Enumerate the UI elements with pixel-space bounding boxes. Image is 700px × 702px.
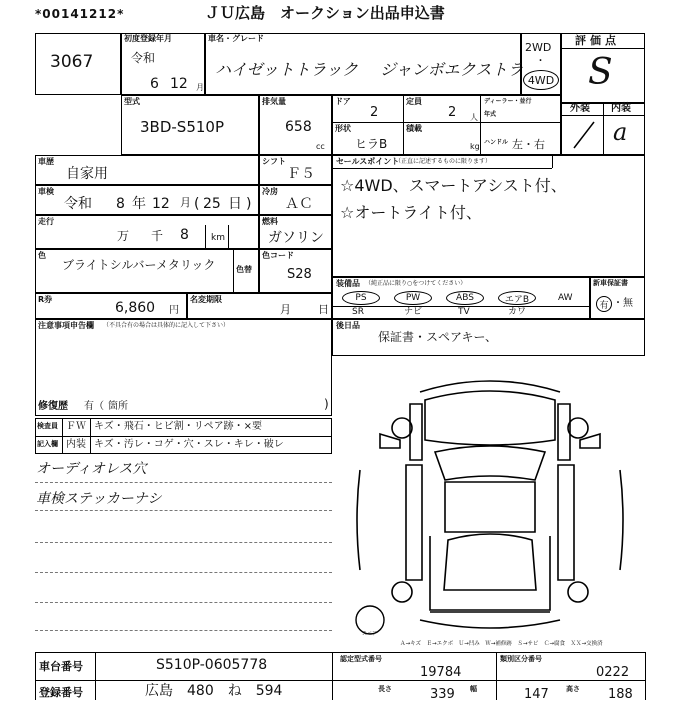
ext-int-divider xyxy=(603,103,604,155)
equipment-abs[interactable] xyxy=(446,291,484,305)
mileage-km-divider-2 xyxy=(228,225,229,249)
repair-unit: 箇所 xyxy=(108,401,128,412)
doors-divider-1 xyxy=(403,95,404,155)
equipment-sr: SR xyxy=(352,307,364,317)
inspect-legend-div2 xyxy=(90,418,91,454)
inspection-era: 令和 xyxy=(64,196,92,212)
shift-label: シフト xyxy=(262,157,286,166)
first-registration-month-unit: 月 xyxy=(196,83,204,92)
form-title: ＪＵ広島 オークション出品申込書 xyxy=(205,4,445,22)
inspection-day-open: ( xyxy=(194,196,200,212)
mileage-unit-sen: 千 xyxy=(151,229,164,243)
aircon-value: ＡＣ xyxy=(285,196,313,212)
diagram-right-side xyxy=(558,465,574,580)
diagram-wheel-front-left xyxy=(392,418,412,438)
shift-value: Ｆ５ xyxy=(287,166,315,182)
chassis-label: 車台番号 xyxy=(39,660,83,673)
inspect-legend-div1 xyxy=(62,418,63,454)
certified-value: 19784 xyxy=(420,665,462,680)
equipment-airbag[interactable] xyxy=(498,291,536,305)
spare-tire-icon xyxy=(356,606,384,634)
name-change-label: 名変期限 xyxy=(190,295,222,304)
sales-points-label-div xyxy=(552,155,553,168)
inspect-legend-row1-text: キズ・飛石・ヒビ割・リペア跡・×要 xyxy=(94,421,262,432)
first-registration-month: 12 xyxy=(170,76,188,92)
ext-int-rule xyxy=(561,115,645,116)
mileage-box xyxy=(35,215,259,249)
handwritten-note-2: 車検ステッカーナシ xyxy=(36,491,162,507)
mileage-label: 走行 xyxy=(38,217,54,226)
mileage-km-divider xyxy=(205,225,206,249)
diagram-side-left-outer xyxy=(357,470,360,570)
inspect-legend-row1-key: ＦＷ xyxy=(66,421,86,432)
diagram-wheel-rear-left xyxy=(392,582,412,602)
model-year-label: 年式 xyxy=(484,111,497,118)
score-label-rule xyxy=(561,48,645,49)
repair-value: 有（ xyxy=(84,401,104,412)
inspect-legend-row2-key: 内装 xyxy=(66,439,86,450)
height-value: 188 xyxy=(608,687,633,702)
new-warranty-selected-circle xyxy=(596,296,612,312)
bottom-left-border xyxy=(35,652,36,700)
note-line-6 xyxy=(35,630,332,631)
recycle-value: 6,860 xyxy=(115,300,156,316)
new-warranty-label: 新車保証書 xyxy=(593,279,628,287)
diagram-wheel-front-right xyxy=(568,418,588,438)
color-value: ブライトシルバーメタリック xyxy=(62,258,216,272)
bottom-col-div2 xyxy=(332,652,333,700)
vehicle-name-label: 車名・グレード xyxy=(208,34,264,43)
mileage-unit-man: 万 xyxy=(117,229,130,243)
later-items-label: 後日品 xyxy=(336,321,360,330)
later-items-value: 保証書・スペアキー、 xyxy=(378,330,498,344)
sales-point-line-1: ☆4WD、スマートアシスト付、 xyxy=(340,176,567,195)
notes-label: 注意事項申告欄 xyxy=(38,321,94,330)
equipment-pw[interactable] xyxy=(394,291,432,305)
usage-value: 自家用 xyxy=(66,166,108,182)
repair-label: 修復歴 xyxy=(38,401,68,412)
vehicle-grade: ジャンボエクストラ xyxy=(380,60,524,79)
doors-label: ドア xyxy=(335,97,351,106)
doors-value: 2 xyxy=(370,105,379,120)
category-value: 0222 xyxy=(596,665,630,680)
drive-selected-circle xyxy=(523,70,559,90)
color-divider xyxy=(233,249,234,293)
bottom-right-border xyxy=(645,652,646,700)
height-label: 高さ xyxy=(566,685,580,693)
car-diagram xyxy=(340,370,640,642)
exterior-slash-mark xyxy=(566,118,600,152)
recycle-label: R券 xyxy=(38,295,53,304)
inspection-year-unit: 年 xyxy=(132,196,146,212)
note-line-3 xyxy=(35,542,332,543)
repair-close: ) xyxy=(324,397,329,411)
inspection-month: 12 xyxy=(152,196,170,212)
inspect-legend-label2: 記入欄 xyxy=(37,440,58,448)
barcode-number: *00141212* xyxy=(35,7,125,21)
equipment-leather: カワ xyxy=(508,307,527,317)
mileage-value: 8 xyxy=(180,227,189,243)
load-unit: kg xyxy=(470,142,480,151)
equipment-airbag-label: エアB xyxy=(504,294,530,305)
inspect-legend-rule xyxy=(35,436,332,437)
paint-change-label: 色替 xyxy=(236,265,252,274)
diagram-windshield xyxy=(435,446,545,480)
recycle-unit: 円 xyxy=(169,305,179,316)
notes-box xyxy=(35,319,332,416)
diagram-left-side xyxy=(406,465,422,580)
sales-points-sublabel: （正直に記述するものに限ります） xyxy=(395,158,492,165)
doors-rule xyxy=(332,122,561,123)
equipment-tv: TV xyxy=(458,307,470,317)
notes-sublabel: （不具合有の場合は具体的に記入して下さい） xyxy=(103,322,230,329)
category-label: 類別区分番号 xyxy=(500,655,542,663)
spare-label: スペア xyxy=(362,631,378,637)
color-label: 色 xyxy=(38,251,46,260)
dealer-label: ディーラー・並行 xyxy=(484,98,532,105)
equipment-navi: ナビ xyxy=(404,307,423,317)
sales-points-label: セールスポイント xyxy=(336,157,400,166)
sales-points-rule xyxy=(332,168,552,169)
equipment-aw: AW xyxy=(558,293,573,303)
lot-number: 3067 xyxy=(50,52,94,72)
handwritten-note-1: オーディオレス穴 xyxy=(36,461,147,477)
equipment-pw-label: PW xyxy=(405,293,421,303)
certified-label: 認定型式番号 xyxy=(340,655,382,663)
chassis-value: S510P-0605778 xyxy=(156,657,268,673)
color-code-value: S28 xyxy=(287,267,312,282)
color-code-label: 色コード xyxy=(262,251,294,260)
plate-label: 登録番号 xyxy=(39,686,83,699)
bottom-rule-2 xyxy=(35,680,645,681)
model-value: 3BD-S510P xyxy=(140,118,224,136)
inspection-day-unit: 日 xyxy=(228,196,242,212)
bottom-col-div1 xyxy=(95,652,96,700)
score-value: S xyxy=(588,52,613,93)
diagram-rear-bumper xyxy=(420,620,560,628)
bottom-rule-1 xyxy=(35,652,645,653)
new-warranty-selected: 有 xyxy=(599,300,609,311)
equipment-ps-label: PS xyxy=(355,293,367,303)
diagram-cab-roof xyxy=(445,482,535,532)
drive-dot: ･ xyxy=(538,56,543,67)
score-label: 評価点 xyxy=(575,34,620,47)
name-change-day-unit: 日 xyxy=(318,303,329,316)
inspect-legend-row2-text: キズ・汚レ・コゲ・穴・スレ・キレ・破レ xyxy=(94,439,284,450)
inspection-month-unit: 月 xyxy=(180,196,191,209)
shape-value: ヒラB xyxy=(355,137,388,151)
diagram-side-right-outer xyxy=(620,470,623,570)
equipment-ps[interactable] xyxy=(342,291,380,305)
length-label: 長さ xyxy=(378,685,392,693)
model-label: 型式 xyxy=(124,97,140,106)
drive-option-4wd: 4WD xyxy=(527,73,555,87)
note-line-4 xyxy=(35,572,332,573)
plate-value: 広島 480 ね 594 xyxy=(145,683,283,699)
fuel-value: ガソリン xyxy=(268,230,324,246)
recycle-box xyxy=(35,293,187,319)
width-label: 幅 xyxy=(470,685,477,693)
aircon-label: 冷房 xyxy=(262,187,278,196)
shape-label: 形状 xyxy=(335,124,351,133)
first-registration-era: 令和 xyxy=(131,51,156,65)
doors-divider-2 xyxy=(480,95,481,155)
inspection-day-close: ) xyxy=(246,196,252,212)
diagram-rear-window xyxy=(444,534,536,590)
name-change-month-unit: 月 xyxy=(280,303,291,316)
first-registration-label: 初度登録年月 xyxy=(124,34,172,43)
handle-value: 左・右 xyxy=(512,138,545,151)
inspection-label: 車検 xyxy=(38,187,54,196)
diagram-hood xyxy=(425,391,555,445)
inspect-legend-label1: 検査員 xyxy=(37,422,58,430)
usage-label: 車歴 xyxy=(38,157,54,166)
vehicle-name: ハイゼットトラック xyxy=(215,60,358,79)
interior-label: 内装 xyxy=(611,103,631,114)
inspection-year: 8 xyxy=(116,196,125,212)
seats-unit: 人 xyxy=(470,113,478,122)
displacement-unit: cc xyxy=(316,142,325,151)
equipment-sublabel: （純正品に限り○をつけてください） xyxy=(365,280,467,287)
width-value: 147 xyxy=(524,687,549,702)
seats-value: 2 xyxy=(448,105,457,120)
seats-label: 定員 xyxy=(406,97,422,106)
note-line-1 xyxy=(35,482,332,483)
equipment-abs-label: ABS xyxy=(456,293,474,303)
exterior-label: 外装 xyxy=(570,103,590,114)
fuel-label: 燃料 xyxy=(262,217,278,226)
diagram-wheel-rear-right xyxy=(568,582,588,602)
mileage-unit-km: km xyxy=(211,233,225,243)
sales-point-line-2: ☆オートライト付、 xyxy=(340,203,482,222)
diagram-legend: Ａ→キズ Ｅ→エクボ Ｕ→凹み Ｗ→補修跡 Ｓ→サビ Ｃ→腐食 ＸＸ→交換済 xyxy=(400,641,603,647)
displacement-value: 658 xyxy=(285,119,312,135)
new-warranty-options: ・無 xyxy=(613,298,633,309)
drive-option-2wd: 2WD xyxy=(525,41,552,54)
load-label: 積載 xyxy=(406,124,422,133)
inspection-day: 25 xyxy=(203,196,221,212)
equipment-label: 装備品 xyxy=(336,279,360,288)
handle-label: ハンドル xyxy=(484,139,509,146)
note-line-5 xyxy=(35,602,332,603)
note-line-2 xyxy=(35,510,332,511)
interior-value: a xyxy=(613,118,628,146)
footer-mid-div xyxy=(496,652,497,700)
length-value: 339 xyxy=(430,687,455,702)
displacement-label: 排気量 xyxy=(262,97,286,106)
first-registration-year: 6 xyxy=(150,76,159,92)
